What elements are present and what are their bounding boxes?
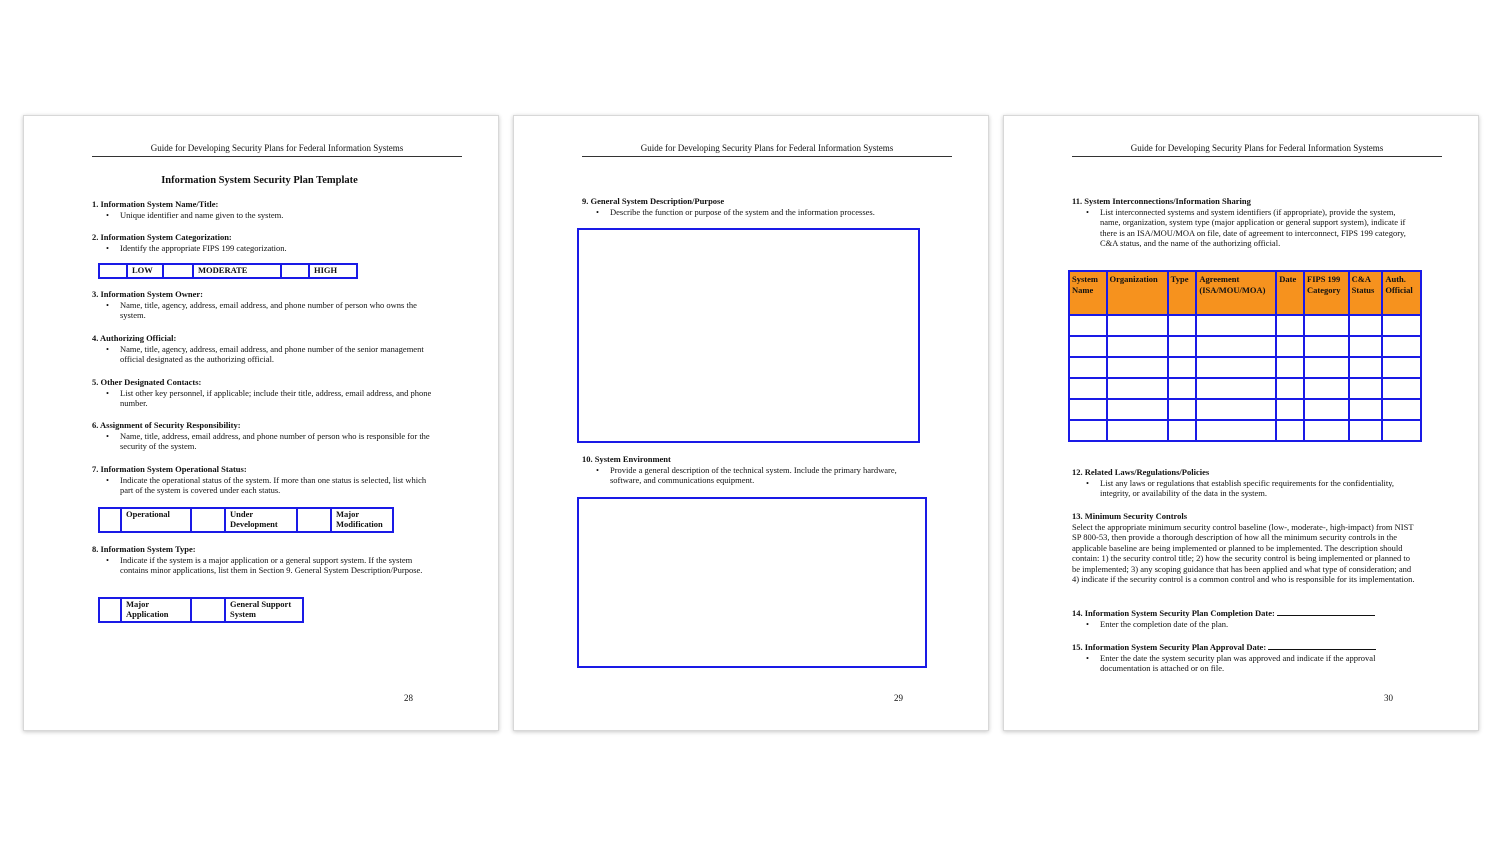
page-title: Information System Security Plan Template <box>161 175 358 186</box>
col-fips-category: FIPS 199 Category <box>1304 271 1349 315</box>
section-12: 12. Related Laws/Regulations/Policies • List any laws or regulations that establish specific requirements for the confidentiality, integrity, or availability of the data in the system. <box>1072 467 1395 498</box>
table-cell[interactable] <box>1168 420 1197 441</box>
table-cell[interactable] <box>1349 315 1383 336</box>
table-cell[interactable] <box>1349 378 1383 399</box>
section-10: 10. System Environment • Provide a general description of the technical system. Include the primary hardware, software, and communications equipment. <box>582 454 897 485</box>
completion-date-blank[interactable] <box>1277 607 1375 616</box>
section-7: 7. Information System Operational Status: • Indicate the operational status of the system. If more than one status is selected, list which part of the system is covered under each status. <box>92 464 427 495</box>
table-cell[interactable] <box>1107 420 1168 441</box>
section-8: 8. Information System Type: • Indicate if the system is a major application or a general support system. If the system contains minor applications, list them in Section 9. General System Description/Purpose. <box>92 544 423 575</box>
page-29 <box>513 115 989 731</box>
header-rule <box>1072 156 1442 157</box>
checkbox-major-application[interactable] <box>99 598 121 622</box>
table-cell[interactable] <box>1304 357 1349 378</box>
page-30 <box>1003 115 1479 731</box>
table-cell[interactable] <box>1382 399 1421 420</box>
table-cell[interactable] <box>1349 399 1383 420</box>
label-under-development: Under Development <box>225 508 297 532</box>
page-number: 28 <box>404 693 413 703</box>
page-28 <box>23 115 499 731</box>
label-major-modification: Major Modification <box>331 508 393 532</box>
interconnections-table <box>1068 270 1422 442</box>
section-13: 13. Minimum Security Controls Select the appropriate minimum security control baseline (low-, moderate-, high-impact) from NIST SP 800-53, then provide a thorough description of how all the minimum security controls in the applicable baseline are being implemented or planned to be implemented. The description should contain: 1) the security control title; 2) how the security control is being implemented or planned to be implemented; 3) any scoping guidance that has been applied and what type of consideration; and 4) indicate if the security control is a common control and who is responsible for its implementation. <box>1072 511 1415 584</box>
table-row <box>1069 420 1421 441</box>
table-cell[interactable] <box>1196 315 1276 336</box>
table-cell[interactable] <box>1196 357 1276 378</box>
table-row <box>1069 315 1421 336</box>
col-organization: Organization <box>1107 271 1168 315</box>
table-cell[interactable] <box>1382 357 1421 378</box>
table-cell[interactable] <box>1069 357 1107 378</box>
table-row <box>1069 399 1421 420</box>
label-high: HIGH <box>309 264 357 278</box>
section-1: 1. Information System Name/Title: • Unique identifier and name given to the system. <box>92 199 284 220</box>
table-cell[interactable] <box>1168 399 1197 420</box>
table-cell[interactable] <box>1349 336 1383 357</box>
table-cell[interactable] <box>1168 378 1197 399</box>
table-cell[interactable] <box>1069 378 1107 399</box>
table-cell[interactable] <box>1276 315 1304 336</box>
table-cell[interactable] <box>1304 399 1349 420</box>
page-header: Guide for Developing Security Plans for Federal Information Systems <box>150 143 404 153</box>
section-6: 6. Assignment of Security Responsibility: • Name, title, address, email address, and phone number of person who is responsible for the security of the system. <box>92 420 430 451</box>
table-cell[interactable] <box>1304 336 1349 357</box>
col-auth-official: Auth. Official <box>1382 271 1421 315</box>
page-header: Guide for Developing Security Plans for Federal Information Systems <box>640 143 894 153</box>
section-5: 5. Other Designated Contacts: • List other key personnel, if applicable; include their title, address, email address, and phone number. <box>92 377 432 408</box>
table-cell[interactable] <box>1196 420 1276 441</box>
checkbox-high[interactable] <box>281 264 309 278</box>
checkbox-moderate[interactable] <box>163 264 193 278</box>
table-row <box>1069 336 1421 357</box>
page-number: 30 <box>1384 693 1393 703</box>
page-header: Guide for Developing Security Plans for Federal Information Systems <box>1130 143 1384 153</box>
section-15: 15. Information System Security Plan Approval Date: • Enter the date the system security plan was approved and indicate if the approval documentation is attached or on file. <box>1072 642 1376 673</box>
table-cell[interactable] <box>1168 336 1197 357</box>
header-rule <box>92 156 462 157</box>
checkbox-under-development[interactable] <box>191 508 225 532</box>
table-cell[interactable] <box>1107 378 1168 399</box>
table-cell[interactable] <box>1304 315 1349 336</box>
col-system-name: System Name <box>1069 271 1107 315</box>
label-moderate: MODERATE <box>193 264 281 278</box>
table-row <box>1069 378 1421 399</box>
table-cell[interactable] <box>1107 357 1168 378</box>
section-2: 2. Information System Categorization: • Identify the appropriate FIPS 199 categorization. <box>92 232 287 253</box>
col-date: Date <box>1276 271 1304 315</box>
table-cell[interactable] <box>1349 420 1383 441</box>
table-cell[interactable] <box>1276 357 1304 378</box>
approval-date-blank[interactable] <box>1268 641 1376 650</box>
table-cell[interactable] <box>1304 378 1349 399</box>
table-cell[interactable] <box>1069 420 1107 441</box>
page-number: 29 <box>894 693 903 703</box>
table-cell[interactable] <box>1276 378 1304 399</box>
table-cell[interactable] <box>1382 315 1421 336</box>
table-cell[interactable] <box>1069 315 1107 336</box>
section-11: 11. System Interconnections/Information Sharing • List interconnected systems and system identifiers (if appropriate), provide the system, name, organization, system type (major application or general support system), indicate if there is an ISA/MOU/MOA on file, date of agreement to interconnect, FIPS 199 category, C&A status, and the name of the authorizing official. <box>1072 196 1406 248</box>
table-cell[interactable] <box>1382 336 1421 357</box>
table-cell[interactable] <box>1196 336 1276 357</box>
section-14: 14. Information System Security Plan Completion Date: • Enter the completion date of the plan. <box>1072 607 1417 629</box>
table-cell[interactable] <box>1107 399 1168 420</box>
checkbox-low[interactable] <box>99 264 127 278</box>
table-cell[interactable] <box>1276 336 1304 357</box>
table-cell[interactable] <box>1304 420 1349 441</box>
table-cell[interactable] <box>1107 336 1168 357</box>
table-cell[interactable] <box>1107 315 1168 336</box>
description-input-box[interactable] <box>577 228 920 443</box>
table-cell[interactable] <box>1276 420 1304 441</box>
label-general-support-system: General Support System <box>225 598 303 622</box>
checkbox-operational[interactable] <box>99 508 121 532</box>
table-cell[interactable] <box>1069 399 1107 420</box>
type-checkboxes <box>98 597 304 623</box>
table-cell[interactable] <box>1276 399 1304 420</box>
table-cell[interactable] <box>1349 357 1383 378</box>
col-type: Type <box>1168 271 1197 315</box>
table-row <box>1069 357 1421 378</box>
checkbox-general-support-system[interactable] <box>191 598 225 622</box>
status-checkboxes <box>98 507 394 533</box>
table-cell[interactable] <box>1069 336 1107 357</box>
table-cell[interactable] <box>1196 399 1276 420</box>
categorization-checkboxes <box>98 263 358 279</box>
environment-input-box[interactable] <box>577 497 927 668</box>
label-operational: Operational <box>121 508 191 532</box>
col-agreement: Agreement (ISA/MOU/MOA) <box>1196 271 1276 315</box>
table-cell[interactable] <box>1168 315 1197 336</box>
section-4: 4. Authorizing Official: • Name, title, agency, address, email address, and phone number of the senior management official designated as the authorizing official. <box>92 333 424 364</box>
header-rule <box>582 156 952 157</box>
table-cell[interactable] <box>1196 378 1276 399</box>
col-ca-status: C&A Status <box>1349 271 1383 315</box>
table-cell[interactable] <box>1168 357 1197 378</box>
section-9: 9. General System Description/Purpose • Describe the function or purpose of the system and the information processes. <box>582 196 875 217</box>
table-cell[interactable] <box>1382 378 1421 399</box>
table-cell[interactable] <box>1382 420 1421 441</box>
label-major-application: Major Application <box>121 598 191 622</box>
label-low: LOW <box>127 264 163 278</box>
checkbox-major-modification[interactable] <box>297 508 331 532</box>
section-3: 3. Information System Owner: • Name, title, agency, address, email address, and phone number of person who owns the system. <box>92 289 417 320</box>
